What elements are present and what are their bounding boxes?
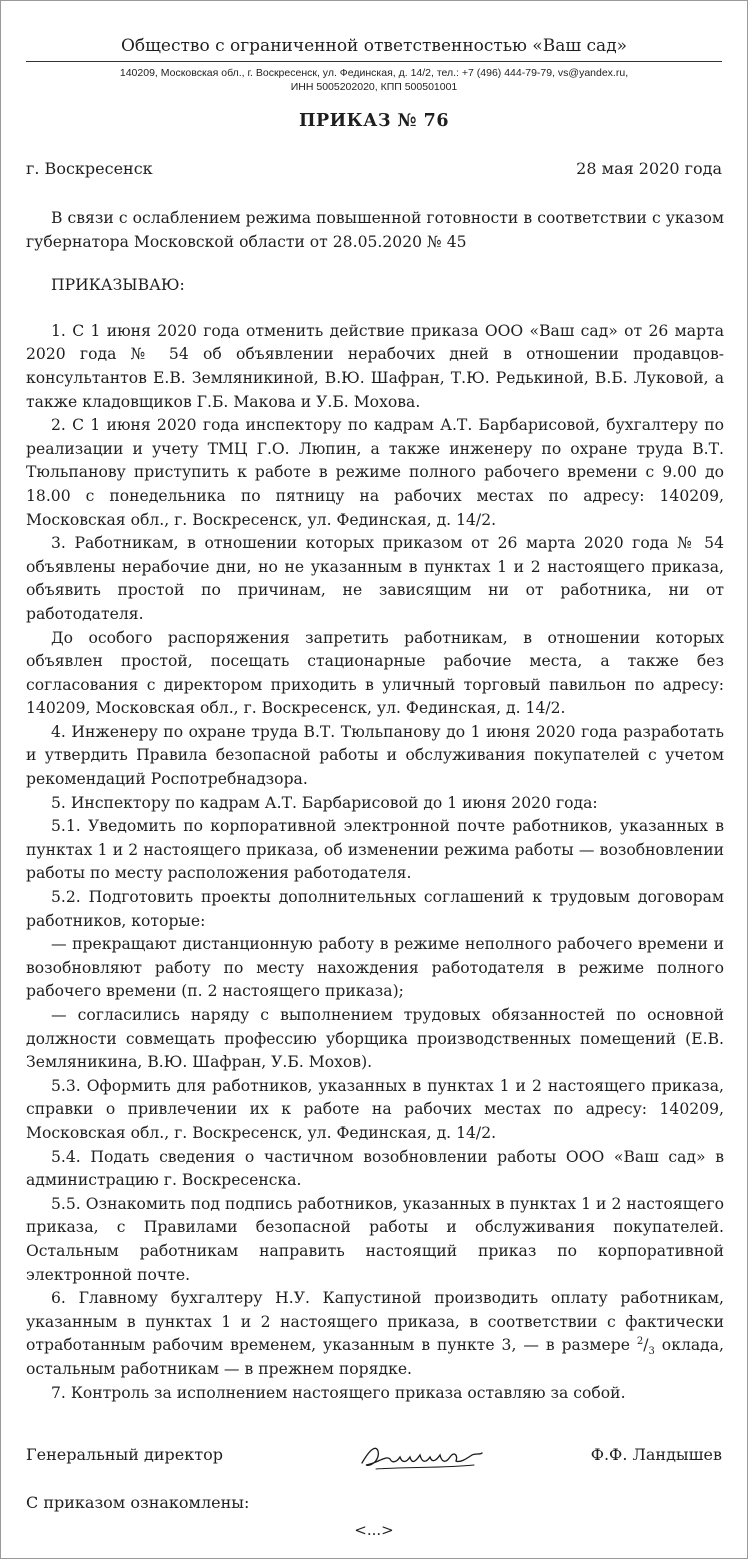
item-5: 5. Инспектору по кадрам А.Т. Барбарисовой до 1 июня 2020 года: bbox=[51, 793, 598, 812]
order-place: г. Воскресенск bbox=[26, 159, 153, 178]
item-5-4: 5.4. Подать сведения о частичном возобновлении работы ООО «Ваш сад» в администрацию г. Воскресенска. bbox=[26, 1147, 724, 1190]
item-6-text-before: 6. Главному бухгалтеру Н.У. Капустиной производить оплату работникам, указанным в пунктах 1 и 2 настоящего приказа, в соответствии с фактически отработанным рабочим временем, указанным в пункте 3, — в размере bbox=[26, 1289, 724, 1355]
acknowledgement-label: С приказом ознакомлены: bbox=[26, 1493, 250, 1512]
company-name: Общество с ограниченной ответственностью «Ваш сад» bbox=[120, 36, 628, 56]
fraction-numerator: 2 bbox=[636, 1336, 644, 1348]
company-address-block bbox=[1, 66, 747, 94]
signer-name: Ф.Ф. Ландышев bbox=[590, 1445, 722, 1464]
item-6: 6. Главному бухгалтеру Н.У. Капустиной производить оплату работникам, указанным в пунктах 1 и 2 настоящего приказа, в соответствии с фактически отработанным рабочим временем, указанным в пункте 3, — в размере $^2/_3$ оклада, остальным работникам — в прежнем порядке. bbox=[26, 1289, 724, 1378]
item-6-text-after: оклада, остальным работникам — в прежнем порядке. bbox=[26, 1336, 724, 1378]
item-2: 2. С 1 июня 2020 года инспектору по кадрам А.Т. Барбарисовой, бухгалтеру по реализации и учету ТМЦ Г.О. Люпин, а также инженеру по охране труда В.Т. Тюльпанову приступить к работе в режиме полного рабочего времени с 9.00 до 18.00 с понедельника по пятницу на рабочих местах по адресу: 140209, Московская обл., г. Воскресенск, ул. Фединская, д. 14/2. bbox=[26, 416, 724, 529]
order-body bbox=[26, 207, 724, 1405]
item-3: 3. Работникам, в отношении которых приказом от 26 марта 2020 года № 54 объявлены нерабочие дни, но не указанным в пунктах 1 и 2 настоящего приказа, объявить простой по причинам, не зависящим ни от работника, ни от работодателя. bbox=[26, 534, 724, 623]
omitted-content-marker: <...> bbox=[354, 1521, 394, 1539]
item-5-5: 5.5. Ознакомить под подпись работников, указанных в пунктах 1 и 2 настоящего приказа, с Правилами безопасной работы и обслуживания покупателей. Остальным работникам направить настоящий приказ по корпоративной электронной почте. bbox=[26, 1194, 724, 1284]
signature-row bbox=[26, 1441, 722, 1473]
order-date: 28 мая 2020 года bbox=[576, 159, 722, 178]
item-1: 1. С 1 июня 2020 года отменить действие приказа ООО «Ваш сад» от 26 марта 2020 года № 54 об объявлении нерабочих дней в отношении продавцов-консультантов Е.В. Земляникиной, В.Ю. Шафран, Т.Ю. Редькиной, В.Б. Луковой, а также кладовщиков Г.Б. Макова и У.Б. Мохова. bbox=[26, 321, 724, 411]
fraction-denominator: 3 bbox=[648, 1346, 655, 1358]
item-5-2-dash-1: — прекращают дистанционную работу в режиме неполного рабочего времени и возобновляют работу по месту нахождения работодателя в режиме полного рабочего времени (п. 2 настоящего приказа); bbox=[26, 935, 724, 1001]
handwritten-signature bbox=[356, 1441, 486, 1473]
item-7: 7. Контроль за исполнением настоящего приказа оставляю за собой. bbox=[51, 1383, 626, 1402]
preamble: В связи с ослаблением режима повышенной готовности в соответствии с указом губернатора Московской области от 28.05.2020 № 45 bbox=[26, 209, 724, 251]
company-ids: ИНН 5005202020, КПП 500501001 bbox=[290, 81, 458, 93]
item-3-continued: До особого распоряжения запретить работникам, в отношении которых объявлен простой, посещать стационарные рабочие места, а также без согласования с директором приходить в уличный торговый павильон по адресу: 140209, Московская обл., г. Воскресенск, ул. Фединская, д. 14/2. bbox=[26, 628, 724, 718]
item-5-3: 5.3. Оформить для работников, указанных в пунктах 1 и 2 настоящего приказа, справки о привлечении их к работе на рабочих местах по адресу: 140209, Московская обл., г. Воскресенск, ул. Фединская, д. 14/2. bbox=[26, 1076, 724, 1142]
item-5-2-dash-2: — согласились наряду с выполнением трудовых обязанностей по основной должности совмещать профессию уборщика производственных помещений (Е.В. Земляникина, В.Ю. Шафран, У.Б. Мохов). bbox=[26, 1006, 724, 1072]
signer-position: Генеральный директор bbox=[26, 1445, 223, 1464]
item-5-2: 5.2. Подготовить проекты дополнительных соглашений к трудовым договорам работников, которые: bbox=[26, 888, 724, 930]
item-5-1: 5.1. Уведомить по корпоративной электронной почте работников, указанных в пунктах 1 и 2 настоящего приказа, об изменении режима работы — возобновлении работы по месту расположения работодателя. bbox=[26, 817, 724, 883]
header-divider bbox=[26, 61, 722, 62]
order-word: ПРИКАЗЫВАЮ: bbox=[51, 276, 185, 295]
company-address: 140209, Московская обл., г. Воскресенск, ул. Фединская, д. 14/2, тел.: +7 (496) 444-79-79, vs@yandex.ru, bbox=[119, 67, 629, 79]
item-4: 4. Инженеру по охране труда В.Т. Тюльпанову до 1 июня 2020 года разработать и утвердить Правила безопасной работы и обслуживания покупателей с учетом рекомендаций Роспотребнадзора. bbox=[26, 722, 724, 789]
order-title: ПРИКАЗ № 76 bbox=[298, 111, 450, 131]
